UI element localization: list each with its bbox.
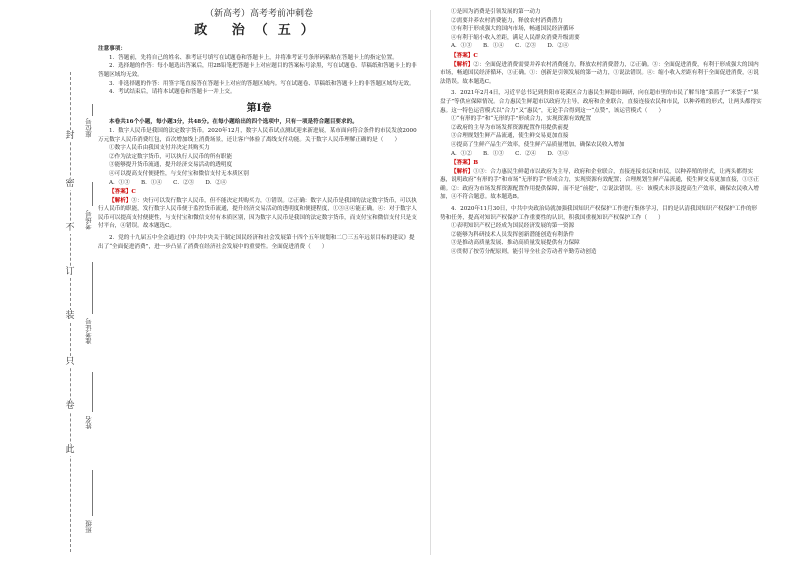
explanation-tag: 【解析】 xyxy=(451,61,474,68)
section-rule: 本卷共16个小题，每小题3分，共48分。在每小题给出的四个选项中，只有一项是符合题目要求的。 xyxy=(109,119,358,126)
notice-item: 2．选择题的作答：每小题选出答案后，用2B铅笔把答题卡上对应题目的答案标号涂黑，写在试题卷、草稿纸和答题卡上的非答题区域均无效。 xyxy=(98,63,417,78)
question-option: ③合理规划生鲜产品流通，使生鲜交易更加直接 xyxy=(451,133,569,140)
class-label: 班级 xyxy=(85,520,93,533)
question-option: ③有利于形成强大的国内市场，畅通国民经济循环 xyxy=(451,26,575,33)
section-title: 第Ⅰ卷 xyxy=(246,102,272,114)
exam-room-label: 考场号 xyxy=(85,210,93,230)
admission-number-line xyxy=(92,262,93,314)
seal-mark: 订 xyxy=(65,267,75,277)
answer-line xyxy=(98,188,420,197)
answer-line xyxy=(440,159,762,168)
name-label: 姓名 xyxy=(85,416,93,429)
explanation-tag: 【解析】 xyxy=(109,197,132,204)
explanation xyxy=(98,197,420,231)
question-option: ④可以提高支付便捷性，与支付宝和微信支付无本质区别 xyxy=(109,170,249,177)
seal-mark: 装 xyxy=(65,311,75,321)
notice-item: 1．答题前，先将自己的姓名、准考证号填写在试题卷和答题卡上，并将准考证号条形码粘贴在答题卡上的指定位置。 xyxy=(109,54,398,61)
answer-value: B xyxy=(473,160,479,167)
exam-title: （新高考）高考考前冲刺卷 xyxy=(204,9,313,19)
answer-line xyxy=(440,52,762,61)
seal-mark: 不 xyxy=(65,223,75,233)
left-column xyxy=(98,8,420,251)
answer-value: C xyxy=(131,189,136,196)
answer-tag: 【答案】 xyxy=(451,52,474,59)
subject-title: 政 治（五） xyxy=(194,22,324,38)
answer-value: C xyxy=(473,52,478,59)
admission-number-label: 准考证号 xyxy=(85,318,93,344)
question-option: ④贯彻了按劳分配原则，能引导全社会劳动者辛勤劳动创造 xyxy=(451,249,597,256)
question-stem: 4．2020年11月30日，中共中央政治局就加强我国知识产权保护工作进行集体学习，目的是认清我国知识产权保护工作的形势和任务，提高对知识产权保护工作重要性的认识，积我国重视知识产权保护工作（ ） xyxy=(440,206,758,221)
column-divider xyxy=(430,10,431,555)
question-option: ②作为法定数字货币，可以执行人民币的所有职能 xyxy=(109,153,233,160)
binding-margin xyxy=(0,0,96,562)
question-option: ①“有形的手”和“无形的手”形成合力，实现资源有效配置 xyxy=(451,116,592,123)
question-choices: A．①③ B．①④ C．②③ D．②④ xyxy=(109,179,227,186)
notice-title: 注意事项： xyxy=(98,46,126,53)
question-stem: 2．党的十九届五中全会通过的《中共中央关于制定国民经济和社会发展第十四个五年规划和二〇三五年远景目标的建议》提出了“全面促进消费”，进一步凸显了消费在经济社会发展中的重要性。全面促进消费（ ） xyxy=(98,235,415,250)
explanation-text: ①③：合力惠民生鲜超市以政府为主导，政府和企业联合，直接连接农民和市民，以种养殖的形式，让两头都得实惠，说明政府“有形的手”和市场“无形的手”形成合力，实现资源有效配置；合理规划生鲜产品流通，使生鲜交易更加直接，①③正确。②：政府为市场发挥资源配置作用提供保障，而不是“前提”，②说法错误。④：该模式未涉及提高生产效率，确保农民收入增加，④不符合题意。故本题选B。 xyxy=(440,168,760,201)
exam-room-line xyxy=(92,182,93,206)
question-option: ②能够为科研技术人员发挥创新潜能创造有利条件 xyxy=(451,231,575,238)
question-option: ③是推动高质量发展、推动高质量发展提供有力保障 xyxy=(451,240,580,247)
explanation-tag: 【解析】 xyxy=(451,168,474,175)
question-option: ②需要并养农村消费能力，释放农村消费潜力 xyxy=(451,17,563,24)
explanation-text: ②：全面促进消费需要并养农村消费能力，释放农村消费潜力，②正确。③：全面促进消费，有利于形成强大的国内市场，畅通国民经济循环，③正确。①：创新是引领发展的第一动力，①说法错误。④：缩小收入差距有利于全面促进消费，④说法错误。故本题选C。 xyxy=(440,61,759,85)
question-option: ①数字人民币由我国支付并决定其购买力 xyxy=(109,145,210,152)
seal-mark: 只 xyxy=(65,357,75,367)
notice-item: 3．非选择题的作答：用签字笔直接答在答题卡上对应的答题区域内。写在试题卷、草稿纸和答题卡上的非答题区域均无效。 xyxy=(109,80,415,87)
answer-tag: 【答案】 xyxy=(109,189,132,196)
question-stem: 1．数字人民币是我国的法定数字货币。2020年12月，数字人民币试点测试迎来新进展，某市面向符合条件的市民发放2000万元数字人民币消费红包，首次增加线上消费场景，还让客户体验了离线支付功能。关于数字人民币理解正确的是（ ） xyxy=(98,127,417,143)
question-option: ①表明知识产权已经成为国民经济发展的第一资源 xyxy=(451,223,575,230)
question-option: ③能够提升货币流通，提升经济交易活动的透明度 xyxy=(109,162,233,169)
explanation xyxy=(440,168,762,202)
name-line xyxy=(92,372,93,412)
question-option: ④有利于缩小收入差距，满足人民群众消费升级需要 xyxy=(451,34,580,41)
question-choices: A．①③ B．①④ C．②③ D．②④ xyxy=(451,43,569,50)
seat-number-label: 座位号 xyxy=(85,118,93,138)
question-stem: 3．2021年2月4日，习近平总书记到贵阳市花溪区合力惠民生鲜超市调研，向在超市里的市民了解当地“菜篮子”“米袋子”“果盘子”等供应保障情况。合力惠民生鲜超市以政府为主导，政府和企业联合，直接连接农民和市民，以种养殖的形式，让两头都得实惠。这一特色运营模式以“合力”又“惠民”，无论手合得到这一“点赞”，该运营模式（ ） xyxy=(440,90,762,114)
explanation-text: ③：央行可以发行数字人民币，但不能决定其购买力，①错误。②正确：数字人民币是我国的法定数字货币，可以执行人民币的职能，发行数字人民币便于监控货币流通，提升经济交易活动的透明度和便捷程度，①③④④能正确。④：对于数字人民币可以提高支付便捷性，与支付宝和微信支付有本质区别，因为数字人民币是我国的法定数字货币，而支付宝和微信支付只是支付平台，④错误。故本题选C。 xyxy=(98,197,417,230)
seal-mark: 此 xyxy=(65,445,75,455)
right-column xyxy=(440,8,762,257)
question-option: ①是因为消费是引领发展的第一动力 xyxy=(451,9,541,15)
seal-mark: 封 xyxy=(65,131,75,141)
class-line xyxy=(92,470,93,516)
notice-item: 4．考试结束后，请将本试题卷和答题卡一并上交。 xyxy=(109,89,236,96)
question-option: ④提高了生鲜产品生产效率，使生鲜产品质量增加，确保农民收入增加 xyxy=(451,141,625,148)
explanation xyxy=(440,61,762,87)
question-choices: A．①② B．①③ C．②④ D．③④ xyxy=(451,150,569,157)
seal-mark: 密 xyxy=(65,179,75,189)
seat-number-line xyxy=(92,104,93,116)
answer-tag: 【答案】 xyxy=(451,160,474,167)
seal-mark: 卷 xyxy=(65,401,75,411)
question-option: ②政府的主导为市场发挥资源配置作用提供前提 xyxy=(451,124,569,131)
